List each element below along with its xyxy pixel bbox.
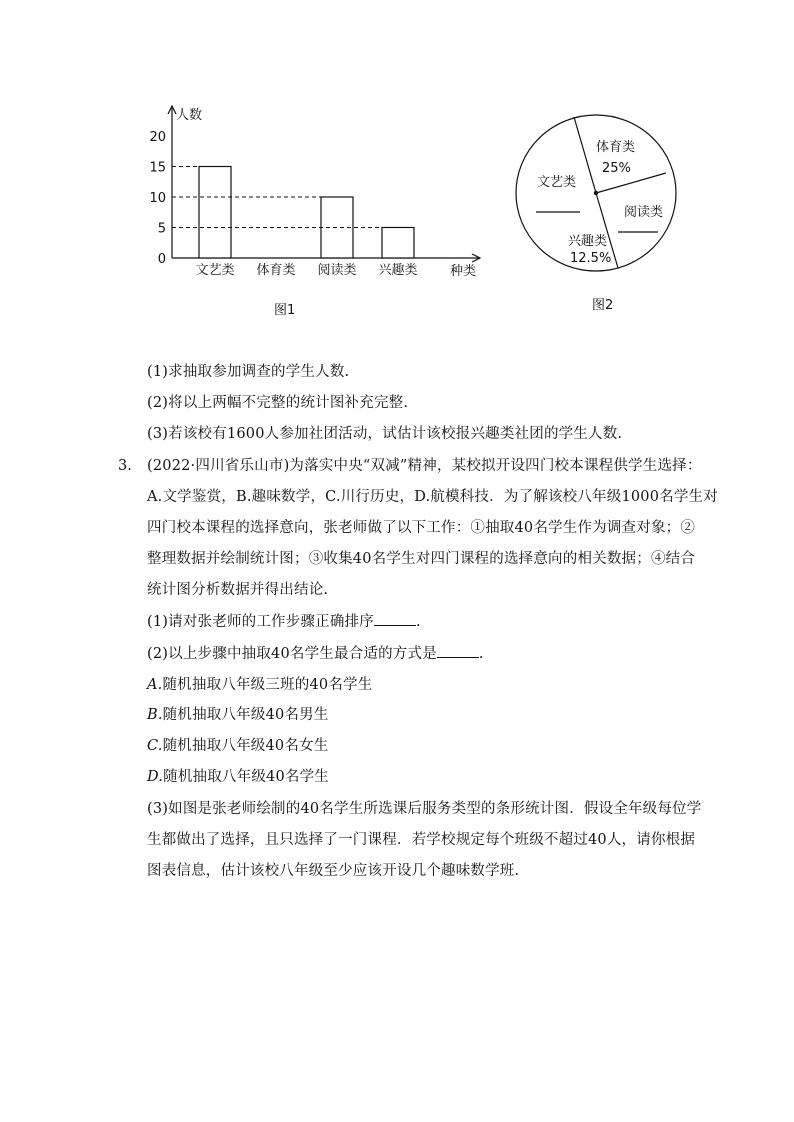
y-tick-label: 15 xyxy=(149,160,166,176)
problem3-number: 3. xyxy=(118,458,132,474)
x-tick-label: 文艺类 xyxy=(195,263,235,278)
problem3-q3-line: 生都做出了选择，且只选择了一门课程．若学校规定每个班级不超过40人，请你根据 xyxy=(147,832,696,848)
pie-chart-figure2 xyxy=(512,110,692,280)
option-b xyxy=(147,705,329,725)
problem3-q1-end: . xyxy=(415,614,421,630)
x-tick-label: 体育类 xyxy=(256,263,296,278)
y-axis-label: 人数 xyxy=(176,108,203,123)
problem2-q2: (2)将以上两幅不完整的统计图补充完整. xyxy=(147,395,409,411)
figure2-caption: 图2 xyxy=(592,298,614,313)
x-axis-label: 种类 xyxy=(450,264,477,279)
pie-label-xingqu: 兴趣类 xyxy=(568,234,608,249)
problem3-q2 xyxy=(147,643,484,664)
problem2-q1: (1)求抽取参加调查的学生人数. xyxy=(147,364,350,380)
pie-percent-tiyu: 25% xyxy=(602,161,631,176)
option-letter: D. xyxy=(147,769,164,785)
bar-chart-figure1 xyxy=(140,100,500,290)
answer-blank xyxy=(374,611,416,626)
pie-label-yuedu: 阅读类 xyxy=(624,205,664,220)
pie-label-tiyu: 体育类 xyxy=(596,140,636,155)
option-d xyxy=(147,767,329,787)
pie-divider-right xyxy=(596,173,666,193)
option-letter: B. xyxy=(147,707,163,723)
pie-center-dot xyxy=(594,191,598,195)
pie-divider-top xyxy=(574,117,596,193)
figure1-caption: 图1 xyxy=(274,303,296,318)
x-tick-label: 兴趣类 xyxy=(378,263,418,278)
problem3-stem-line: 统计图分析数据并得出结论. xyxy=(147,582,329,598)
problem3-stem-line: 四门校本课程的选择意向，张老师做了以下工作：①抽取40名学生作为调查对象；② xyxy=(147,520,696,536)
option-a xyxy=(147,675,372,695)
problem3-q2-end: . xyxy=(478,646,484,662)
option-text: 随机抽取八年级40名男生 xyxy=(162,707,329,723)
answer-blank xyxy=(437,643,479,658)
option-text: 随机抽取八年级三班的40名学生 xyxy=(162,677,373,693)
option-text: 随机抽取八年级40名学生 xyxy=(163,769,329,785)
problem3-q1-text: (1)请对张老师的工作步骤正确排序 xyxy=(147,614,374,630)
x-tick-label: 阅读类 xyxy=(317,263,357,278)
y-tick-label: 0 xyxy=(157,252,166,267)
problem3-q2-text: (2)以上步骤中抽取40名学生最合适的方式是 xyxy=(147,646,437,662)
problem2-q3: (3)若该校有1600人参加社团活动，试估计该校报兴趣类社团的学生人数. xyxy=(147,426,623,442)
pie-percent-xingqu: 12.5% xyxy=(570,251,612,266)
option-letter: A. xyxy=(147,677,163,693)
problem3-stem-line: A.文学鉴赏，B.趣味数学，C.川行历史，D.航模科技．为了解该校八年级1000名学生对 xyxy=(147,489,718,505)
option-text: 随机抽取八年级40名女生 xyxy=(162,738,329,754)
option-c xyxy=(147,736,328,756)
y-tick-label: 20 xyxy=(149,130,166,145)
y-tick-label: 10 xyxy=(149,191,166,206)
problem3-q3-line: (3)如图是张老师绘制的40名学生所选课后服务类型的条形统计图．假设全年级每位学 xyxy=(147,801,702,817)
problem3-stem-line: (2022·四川省乐山市)为落实中央“双减”精神，某校拟开设四门校本课程供学生选择： xyxy=(147,458,702,474)
option-letter: C. xyxy=(147,738,163,754)
pie-label-wenyi: 文艺类 xyxy=(537,175,577,190)
y-tick-label: 5 xyxy=(157,221,166,237)
problem3-stem-line: 整理数据并绘制统计图；③收集40名学生对四门课程的选择意向的相关数据；④结合 xyxy=(147,551,696,567)
problem3-q3-line: 图表信息，估计该校八年级至少应该开设几个趣味数学班. xyxy=(147,863,520,879)
problem3-q1 xyxy=(147,611,421,632)
bar xyxy=(382,228,414,259)
bar xyxy=(199,167,231,259)
